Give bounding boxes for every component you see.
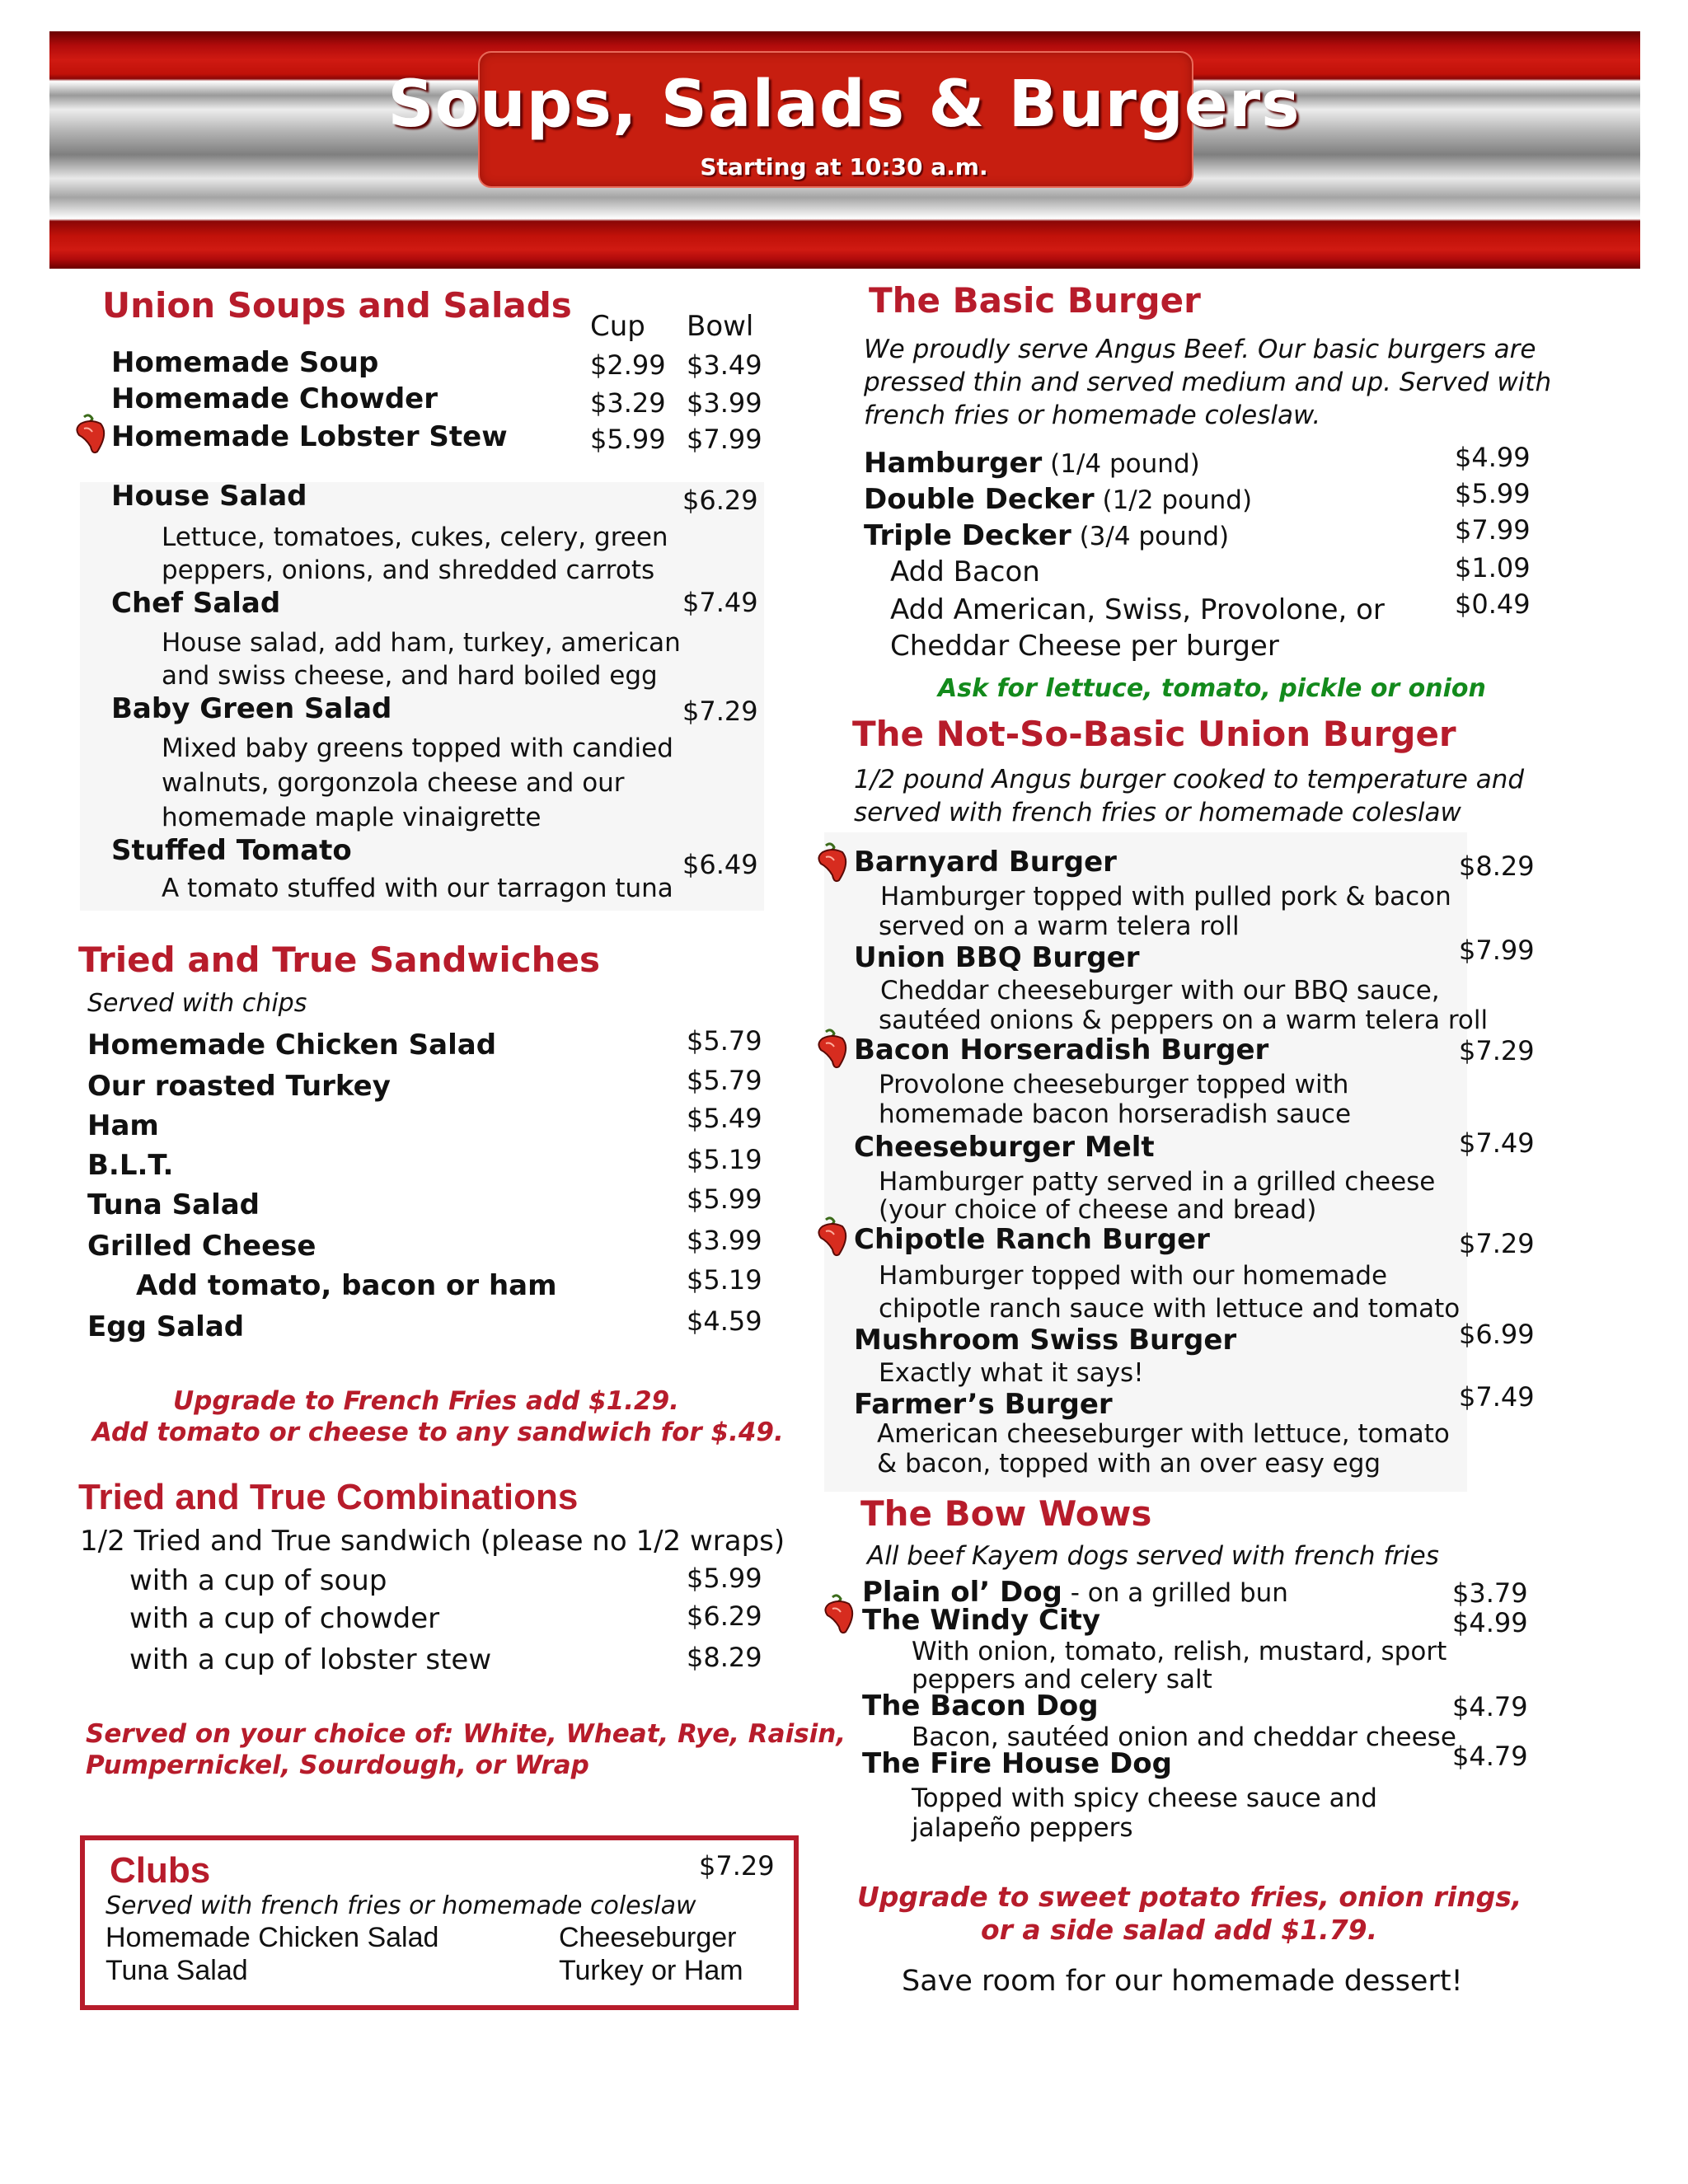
salad-desc: homemade maple vinaigrette	[162, 803, 542, 832]
soup-bowl-price: $3.99	[687, 387, 762, 419]
toppings-note: Ask for lettuce, tomato, pickle or onion	[938, 674, 1486, 703]
club-item: Homemade Chicken Salad	[106, 1922, 439, 1953]
combination-name: with a cup of soup	[129, 1564, 387, 1597]
sandwich-name: Grilled Cheese	[87, 1230, 316, 1263]
union-burger-name: Chipotle Ranch Burger	[854, 1223, 1210, 1256]
union-burger-desc: sautéed onions & peppers on a warm telera roll	[879, 1005, 1489, 1035]
add-cheese: Cheddar Cheese per burger	[890, 630, 1279, 663]
soup-name: Homemade Soup	[111, 346, 379, 379]
sandwich-price: $5.19	[687, 1264, 762, 1296]
union-burger-name: Mushroom Swiss Burger	[854, 1324, 1237, 1357]
side-upgrade-note: or a side salad add $1.79.	[981, 1914, 1378, 1946]
union-burger-desc: chipotle ranch sauce with lettuce and tomato	[879, 1294, 1461, 1324]
union-burger-desc: & bacon, topped with an over easy egg	[877, 1449, 1381, 1479]
salad-desc: Lettuce, tomatoes, cukes, celery, green	[162, 523, 668, 552]
union-burger-desc: 1/2 pound Angus burger cooked to temperature and	[854, 765, 1525, 794]
chili-pepper-icon	[73, 414, 109, 455]
salad-desc: peppers, onions, and shredded carrots	[162, 555, 655, 585]
union-burger-price: $6.99	[1459, 1319, 1535, 1350]
soup-bowl-price: $3.49	[687, 349, 762, 381]
union-burger-price: $7.49	[1459, 1127, 1535, 1159]
hot-dog-desc: jalapeño peppers	[912, 1813, 1133, 1843]
section-heading-soups-salads: Union Soups and Salads	[102, 285, 572, 326]
chili-pepper-icon	[814, 1029, 851, 1070]
basic-burger-desc: We proudly serve Angus Beef. Our basic burgers are	[864, 335, 1536, 364]
hot-dog-desc: Topped with spicy cheese sauce and	[912, 1783, 1377, 1813]
union-burger-desc: (your choice of cheese and bread)	[879, 1195, 1317, 1225]
clubs-note: Served with french fries or homemade coleslaw	[106, 1891, 696, 1920]
salad-name: Stuffed Tomato	[111, 834, 352, 867]
soup-bowl-price: $7.99	[687, 424, 762, 455]
union-burger-desc: American cheeseburger with lettuce, tomato	[877, 1419, 1450, 1449]
union-burger-desc: Provolone cheeseburger topped with	[879, 1070, 1349, 1099]
basic-burger-desc: french fries or homemade coleslaw.	[864, 401, 1321, 430]
union-burger-price: $8.29	[1459, 851, 1535, 882]
basic-burger-item	[864, 519, 1229, 552]
sandwich-price: $3.99	[687, 1225, 762, 1256]
burger-name: Double Decker	[864, 483, 1095, 516]
hot-dog-name: Plain ol’ Dog	[862, 1576, 1062, 1609]
club-item: Tuna Salad	[106, 1955, 248, 1986]
add-bacon: Add Bacon	[890, 555, 1040, 588]
burger-price: $7.99	[1455, 514, 1531, 546]
union-burger-name: Bacon Horseradish Burger	[854, 1033, 1269, 1066]
salad-name: House Salad	[111, 480, 307, 513]
bread-choice-note: Served on your choice of: White, Wheat, Rye, Raisin,	[86, 1719, 846, 1749]
burger-size: (3/4 pound)	[1071, 522, 1230, 551]
section-heading-clubs: Clubs	[110, 1850, 211, 1891]
club-item: Turkey or Ham	[559, 1955, 743, 1986]
chili-pepper-icon	[814, 842, 851, 883]
hot-dog-price: $4.79	[1452, 1691, 1528, 1722]
sandwich-price: $5.79	[687, 1065, 762, 1096]
union-burger-desc: Hamburger topped with pulled pork & bacon	[880, 882, 1451, 912]
hot-dog-price: $3.79	[1452, 1577, 1528, 1609]
sandwich-price: $5.99	[687, 1183, 762, 1215]
bread-choice-note: Pumpernickel, Sourdough, or Wrap	[86, 1750, 589, 1780]
soup-name: Homemade Lobster Stew	[111, 420, 508, 453]
chili-pepper-icon	[814, 1216, 851, 1258]
burger-price: $5.99	[1455, 478, 1531, 509]
sandwich-addon-note: Add tomato or cheese to any sandwich for $.49.	[92, 1418, 784, 1447]
combination-price: $8.29	[687, 1642, 762, 1673]
salad-price: $7.29	[682, 696, 758, 727]
combination-name: with a cup of chowder	[129, 1602, 440, 1635]
salad-name: Baby Green Salad	[111, 692, 392, 725]
soup-cup-price: $5.99	[590, 424, 666, 455]
hot-dog-price: $4.79	[1452, 1741, 1528, 1772]
sandwich-name: Our roasted Turkey	[87, 1070, 391, 1103]
sandwich-name: Egg Salad	[87, 1310, 245, 1343]
col-header-bowl: Bowl	[687, 310, 754, 343]
section-heading-union-burger: The Not-So-Basic Union Burger	[852, 714, 1456, 754]
burger-size: (1/4 pound)	[1042, 449, 1200, 479]
section-heading-bow-wows: The Bow Wows	[860, 1493, 1152, 1534]
soup-cup-price: $2.99	[590, 349, 666, 381]
combinations-intro: 1/2 Tried and True sandwich (please no 1/2 wraps)	[80, 1525, 785, 1558]
union-burger-name: Farmer’s Burger	[854, 1388, 1113, 1421]
clubs-price: $7.29	[699, 1850, 775, 1882]
add-cheese-price: $0.49	[1455, 588, 1531, 620]
sandwich-name: Add tomato, bacon or ham	[136, 1269, 557, 1302]
burger-price: $4.99	[1455, 442, 1531, 473]
union-burger-price: $7.49	[1459, 1381, 1535, 1413]
side-upgrade-note: Upgrade to sweet potato fries, onion rings,	[857, 1881, 1522, 1913]
union-burger-price: $7.29	[1459, 1228, 1535, 1259]
hot-dog-name: The Fire House Dog	[862, 1747, 1172, 1780]
page-subtitle: Starting at 10:30 a.m.	[700, 153, 988, 180]
union-burger-desc: served with french fries or homemade coleslaw	[854, 798, 1461, 827]
sandwich-price: $5.79	[687, 1025, 762, 1057]
union-burger-desc: Cheddar cheeseburger with our BBQ sauce,	[880, 976, 1440, 1005]
salad-desc: walnuts, gorgonzola cheese and our	[162, 768, 625, 798]
sandwich-name: Tuna Salad	[87, 1188, 260, 1221]
section-heading-basic-burger: The Basic Burger	[869, 280, 1201, 321]
combination-price: $6.29	[687, 1601, 762, 1632]
sandwich-price: $5.49	[687, 1103, 762, 1134]
sandwich-price: $4.59	[687, 1305, 762, 1337]
col-header-cup: Cup	[590, 310, 645, 343]
hot-dog-name: The Bacon Dog	[862, 1690, 1099, 1722]
basic-burger-item	[864, 483, 1252, 516]
burger-name: Triple Decker	[864, 519, 1071, 552]
union-burger-desc: Exactly what it says!	[879, 1358, 1144, 1388]
combination-price: $5.99	[687, 1563, 762, 1594]
club-item: Cheeseburger	[559, 1922, 737, 1953]
sandwich-upgrade-note: Upgrade to French Fries add $1.29.	[173, 1386, 679, 1416]
sandwich-name: B.L.T.	[87, 1149, 174, 1182]
salad-price: $7.49	[682, 587, 758, 618]
hot-dog-desc: With onion, tomato, relish, mustard, sport	[912, 1637, 1447, 1666]
section-heading-sandwiches: Tried and True Sandwiches	[78, 940, 601, 980]
burger-size: (1/2 pound)	[1094, 485, 1253, 515]
sandwich-name: Homemade Chicken Salad	[87, 1029, 497, 1062]
bow-wows-note: All beef Kayem dogs served with french fries	[867, 1541, 1439, 1571]
basic-burger-item	[864, 447, 1200, 480]
basic-burger-desc: pressed thin and served medium and up. Served with	[864, 368, 1552, 397]
union-burger-price: $7.99	[1459, 935, 1535, 966]
soup-cup-price: $3.29	[590, 387, 666, 419]
salad-desc: A tomato stuffed with our tarragon tuna	[162, 874, 673, 903]
salad-desc: Mixed baby greens topped with candied	[162, 733, 673, 763]
union-burger-desc: Hamburger patty served in a grilled cheese	[879, 1167, 1436, 1197]
salad-name: Chef Salad	[111, 587, 281, 620]
combination-name: with a cup of lobster stew	[129, 1643, 492, 1676]
burger-name: Hamburger	[864, 447, 1043, 480]
dessert-note: Save room for our homemade dessert!	[902, 1965, 1463, 1998]
union-burger-price: $7.29	[1459, 1035, 1535, 1066]
salad-price: $6.49	[682, 849, 758, 880]
sandwich-price: $5.19	[687, 1144, 762, 1175]
soup-name: Homemade Chowder	[111, 382, 438, 415]
sandwiches-note: Served with chips	[87, 989, 307, 1018]
salad-desc: House salad, add ham, turkey, american	[162, 628, 681, 658]
hot-dog-price: $4.99	[1452, 1607, 1528, 1638]
page-title: Soups, Salads & Burgers	[387, 68, 1301, 142]
union-burger-name: Cheeseburger Melt	[854, 1131, 1155, 1164]
add-bacon-price: $1.09	[1455, 552, 1531, 583]
union-burger-desc: served on a warm telera roll	[879, 912, 1240, 941]
union-burger-desc: Hamburger topped with our homemade	[879, 1261, 1388, 1291]
section-heading-combinations: Tried and True Combinations	[78, 1477, 579, 1517]
hot-dog-extra: - on a grilled bun	[1062, 1578, 1288, 1608]
sandwich-name: Ham	[87, 1109, 159, 1142]
hot-dog-name: The Windy City	[862, 1604, 1101, 1637]
salad-price: $6.29	[682, 485, 758, 516]
hot-dog-desc: peppers and celery salt	[912, 1665, 1212, 1694]
union-burger-name: Union BBQ Burger	[854, 941, 1140, 974]
union-burger-name: Barnyard Burger	[854, 846, 1117, 879]
add-cheese: Add American, Swiss, Provolone, or	[890, 593, 1385, 626]
union-burger-desc: homemade bacon horseradish sauce	[879, 1099, 1352, 1129]
chili-pepper-icon	[821, 1594, 857, 1635]
salad-desc: and swiss cheese, and hard boiled egg	[162, 661, 658, 691]
hot-dog-desc: Bacon, sautéed onion and cheddar cheese	[912, 1722, 1456, 1752]
